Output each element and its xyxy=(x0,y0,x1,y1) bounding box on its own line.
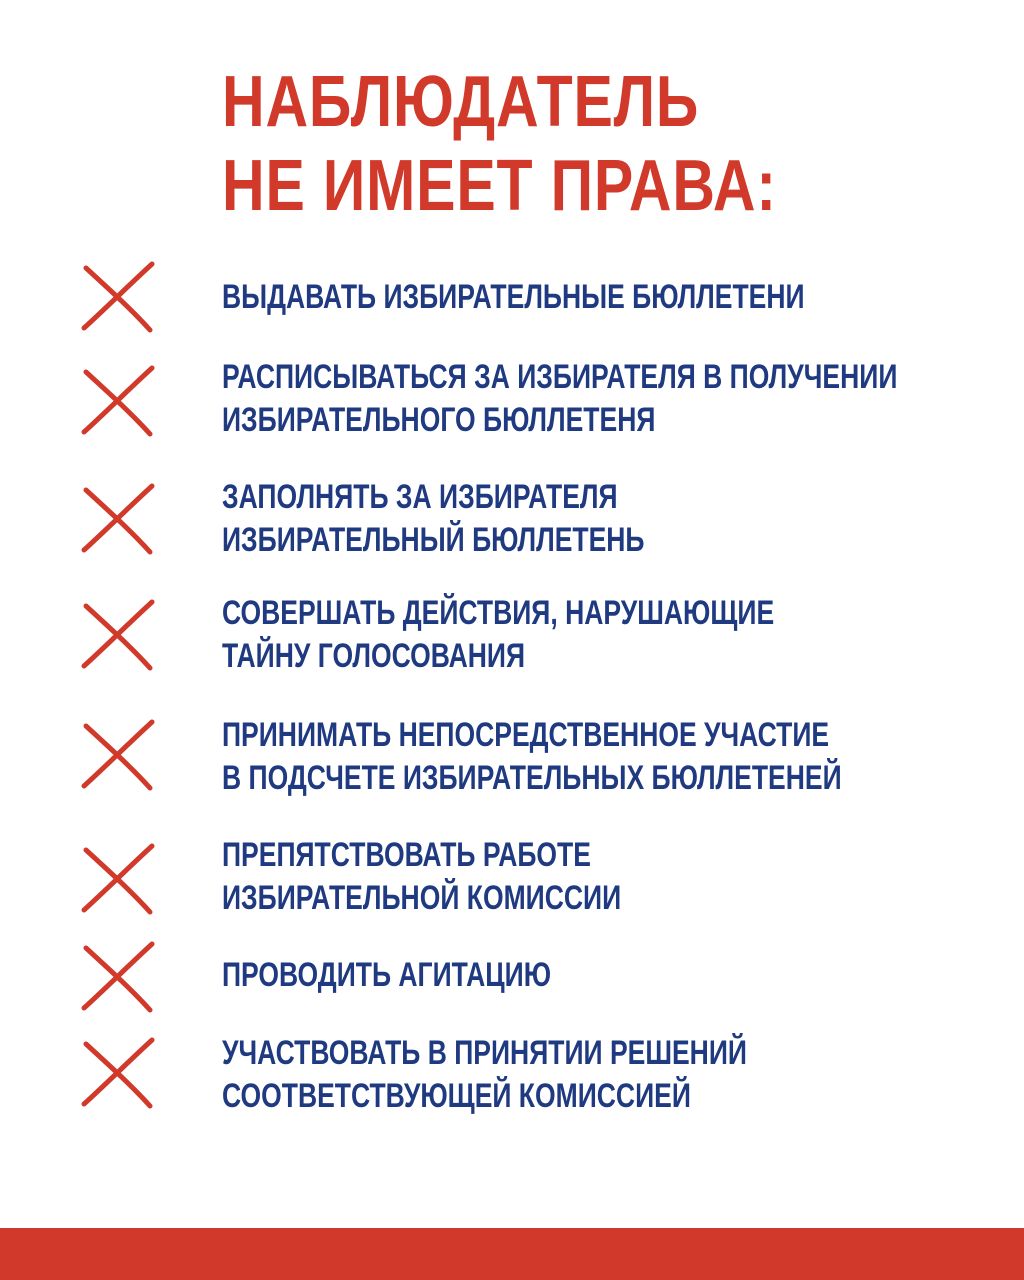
item-text xyxy=(222,276,805,319)
item-text-line: ВЫДАВАТЬ ИЗБИРАТЕЛЬНЫЕ БЮЛЛЕТЕНИ xyxy=(222,278,805,316)
x-cross-icon xyxy=(80,1036,158,1110)
x-cross-icon xyxy=(80,718,158,792)
item-text-line: В ПОДСЧЕТЕ ИЗБИРАТЕЛЬНЫХ БЮЛЛЕТЕНЕЙ xyxy=(222,759,842,797)
item-text-line: СООТВЕТСТВУЮЩЕЙ КОМИССИЕЙ xyxy=(222,1077,691,1115)
item-text-line: ТАЙНУ ГОЛОСОВАНИЯ xyxy=(222,637,526,675)
item-text xyxy=(222,356,897,442)
x-cross-icon xyxy=(80,482,158,556)
item-text-line: ИЗБИРАТЕЛЬНЫЙ БЮЛЛЕТЕНЬ xyxy=(222,521,645,559)
item-text-line: ИЗБИРАТЕЛЬНОЙ КОМИССИИ xyxy=(222,879,622,917)
item-text-line: УЧАСТВОВАТЬ В ПРИНЯТИИ РЕШЕНИЙ xyxy=(222,1034,747,1072)
title-line-2: НЕ ИМЕЕТ ПРАВА: xyxy=(222,146,777,226)
item-text-line: ЗАПОЛНЯТЬ ЗА ИЗБИРАТЕЛЯ xyxy=(222,478,618,516)
page-title xyxy=(222,60,777,228)
item-text-line: ПРЕПЯТСТВОВАТЬ РАБОТЕ xyxy=(222,836,591,874)
x-cross-icon xyxy=(80,598,158,672)
x-cross-icon xyxy=(80,364,158,438)
x-cross-icon xyxy=(80,842,158,916)
item-text-line: ПРОВОДИТЬ АГИТАЦИЮ xyxy=(222,956,552,994)
item-text-line: СОВЕРШАТЬ ДЕЙСТВИЯ, НАРУШАЮЩИЕ xyxy=(222,594,775,632)
item-text xyxy=(222,834,621,920)
title-line-1: НАБЛЮДАТЕЛЬ xyxy=(222,62,700,142)
item-text-line: ИЗБИРАТЕЛЬНОГО БЮЛЛЕТЕНЯ xyxy=(222,401,656,439)
item-text-line: ПРИНИМАТЬ НЕПОСРЕДСТВЕННОЕ УЧАСТИЕ xyxy=(222,716,830,754)
x-cross-icon xyxy=(80,260,158,334)
item-text xyxy=(222,714,842,800)
x-cross-icon xyxy=(80,940,158,1014)
footer-bar xyxy=(0,1228,1024,1280)
item-text xyxy=(222,1032,747,1118)
item-text xyxy=(222,954,551,997)
item-text-line: РАСПИСЫВАТЬСЯ ЗА ИЗБИРАТЕЛЯ В ПОЛУЧЕНИИ xyxy=(222,358,898,396)
item-text xyxy=(222,592,774,678)
item-text xyxy=(222,476,645,562)
